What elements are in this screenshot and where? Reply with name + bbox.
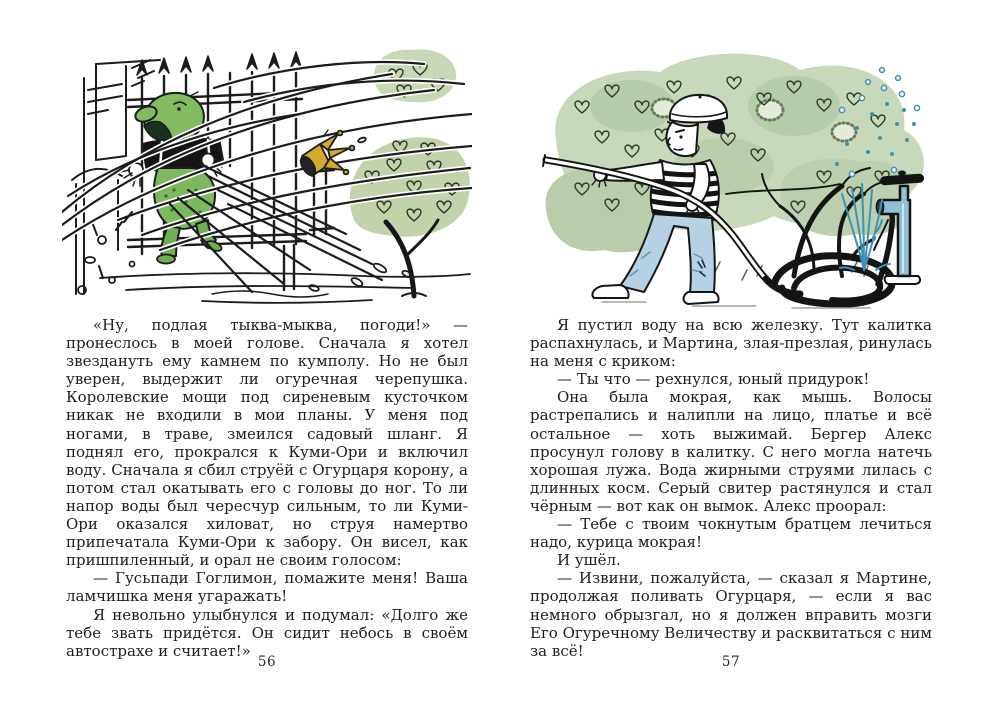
paragraph: Я пустил воду на всю железку. Тут калитка распахнулась, и Мартина, злая-презлая, ринулась на меня с криком: xyxy=(530,316,932,371)
page-left xyxy=(64,44,470,692)
paragraph: И ушёл. xyxy=(557,551,621,570)
page-right xyxy=(528,44,934,692)
boy-hose-svg xyxy=(542,44,952,314)
page-number-right: 57 xyxy=(721,654,741,670)
page-number-left: 56 xyxy=(257,654,277,670)
page-text-left xyxy=(66,316,468,660)
paragraph: Я невольно улыбнулся и подумал: «Долго же тебе звать придётся. Он сидит небось в своём автострахе и считает!» xyxy=(66,605,468,660)
paragraph: «Ну, подлая тыква-мыква, погоди!» — пронеслось в моей голове. Сначала я хотел звездануть ему камнем по кумполу. Но не был уверен, выдержит ли огуречная черепушка. Королевские мощи под сиреневым кусточком никак не входили в мои планы. У меня под ногами, в траве, змеился садовый шланг. Я поднял его, прокрался к Куми-Ори и включил воду. Сначала я сбил струёй с Огурцаря корону, а потом стал окатывать его с головы до ног. То ли напор воды был чересчур сильным, то ли Куми-Ори оказался хиловат, но струя намертво припечатала Куми-Ори к забору. Он висел, как пришпиленный, и орал не своим голосом: xyxy=(66,316,468,570)
paragraph: — Ты что — рехнулся, юный придурок! xyxy=(557,370,870,389)
paragraph: Она была мокрая, как мышь. Волосы растрепались и налипли на лицо, платье и всё остальное — хоть выжимай. Бергер Алекс просунул голову в калитку. С него могла натечь хорошая лужа. Вода жирными струями лилась с длинных косм. Серый свитер растянулся и стал чёрным — вот как он вымок. Алекс проорал: xyxy=(530,388,932,515)
paragraph: — Тебе с твоим чокнутым братцем лечиться надо, курица мокрая! xyxy=(530,515,932,552)
cucumber-king-svg xyxy=(62,44,472,306)
illustration-cucumber-king xyxy=(62,44,472,306)
paragraph: — Гусьпади Гоглимон, помажите меня! Ваша ламчишка меня угаражать! xyxy=(66,569,468,606)
paragraph: — Извини, пожалуйста, — сказал я Мартине, продолжая поливать Огурцаря, — если я вас немного обрызгал, но я должен вправить мозги Его Огуречному Величеству и расквитаться с ним за всё! xyxy=(530,569,932,660)
illustration-boy-hose xyxy=(542,44,952,314)
page-text-right xyxy=(530,316,932,660)
